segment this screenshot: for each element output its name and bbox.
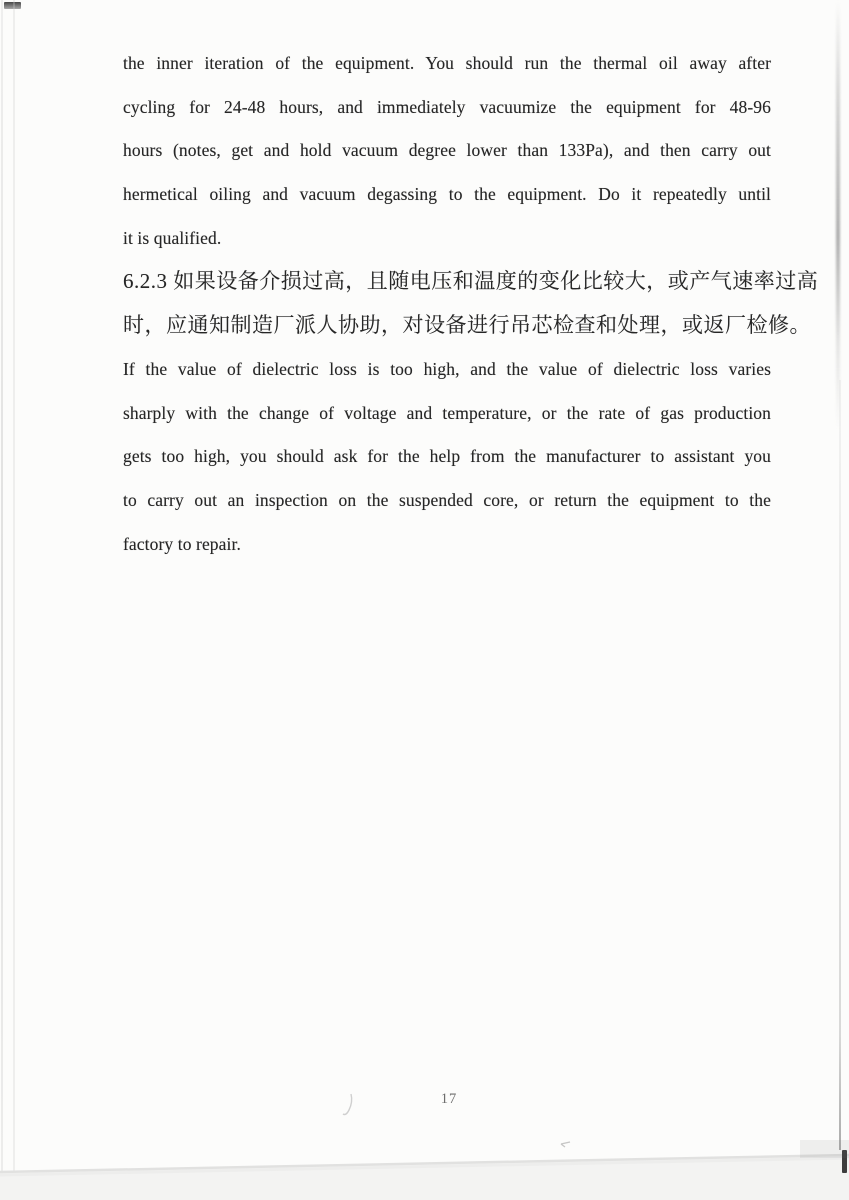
scan-artifact-right-edge-line: [839, 380, 841, 1150]
text-line-chinese: 时，应通知制造厂派人协助，对设备进行吊芯检查和处理，或返厂检修。: [123, 313, 811, 338]
text-line-chinese: 6.2.3 如果设备介损过高，且随电压和温度的变化比较大，或产气速率过高: [123, 269, 819, 294]
page-number: 17: [440, 1091, 458, 1107]
text-line: hours (notes, get and hold vacuum degree lower than 133Pa), and then carry out: [123, 140, 771, 161]
text-line: to carry out an inspection on the suspended core, or return the equipment to the: [123, 489, 771, 510]
text-line: sharply with the change of voltage and temperature, or the rate of gas production: [123, 402, 771, 423]
scan-artifact-below-page-area: [0, 1155, 849, 1200]
text-line: hermetical oiling and vacuum degassing to the equipment. Do it repeatedly until: [123, 184, 771, 205]
text-line: If the value of dielectric loss is too high, and the value of dielectric loss varies: [123, 358, 771, 379]
scan-artifact-bottom-page-edge-soft: [0, 1158, 849, 1175]
scan-artifact-tick-mark: [561, 1142, 570, 1147]
scan-artifact-smudge-near-page-number: [343, 1094, 352, 1115]
scan-artifact-right-edge-shadow: [836, 0, 840, 430]
text-line: the inner iteration of the equipment. You should run the thermal oil away after: [123, 53, 771, 73]
scan-artifact-bottom-page-edge: [0, 1155, 849, 1172]
document-text-block: [123, 42, 819, 566]
text-line: cycling for 24-48 hours, and immediately vacuumize the equipment for 48-96: [123, 96, 771, 117]
scan-artifact-left-edge-line-2: [13, 0, 15, 1188]
text-line: it is qualified.: [123, 227, 222, 248]
scan-artifact-bottom-right-shade: [800, 1140, 849, 1158]
text-line: factory to repair.: [123, 533, 241, 554]
scan-artifact-left-edge-line: [1, 0, 3, 1178]
scan-artifact-bottom-right-bar: [842, 1150, 847, 1173]
text-line: gets too high, you should ask for the help from the manufacturer to assistant you: [123, 446, 771, 467]
